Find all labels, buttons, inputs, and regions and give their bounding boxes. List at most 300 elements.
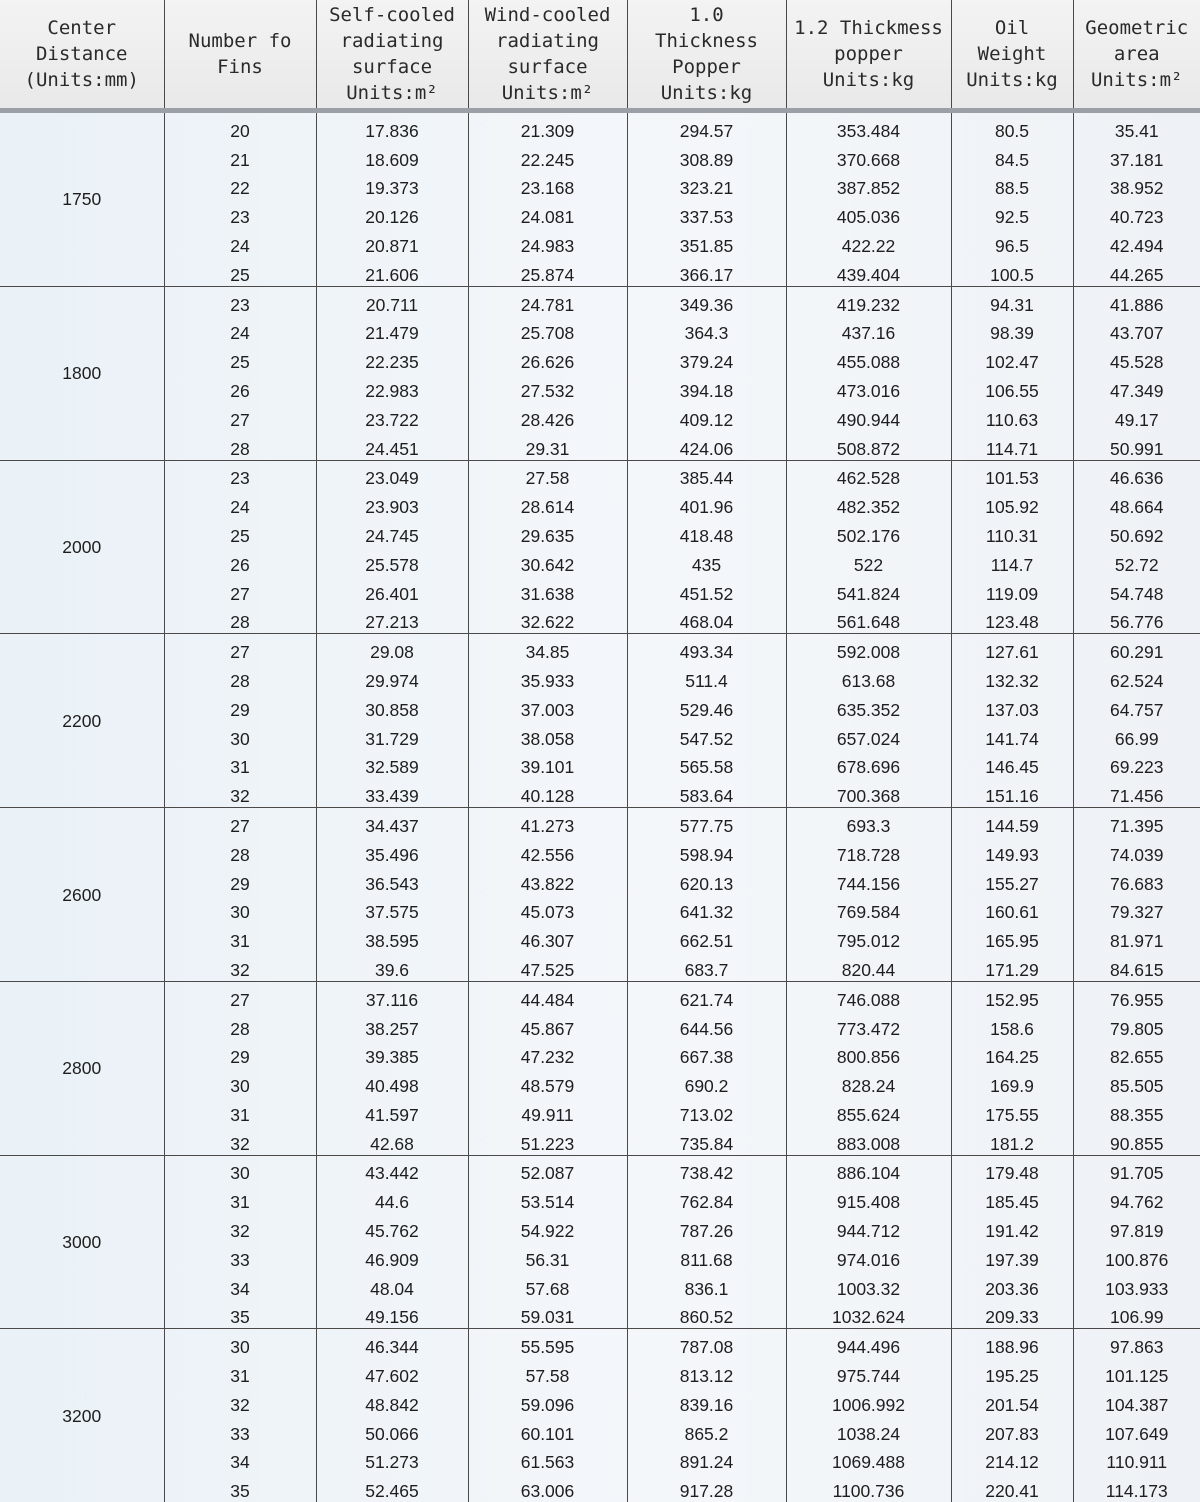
self-cooled-surface-cell: 44.6 — [316, 1184, 468, 1213]
geometric-area-cell: 60.291 — [1073, 634, 1200, 663]
oil-weight-cell: 84.5 — [951, 142, 1073, 171]
thickness-1-0-popper-cell: 435 — [627, 547, 786, 576]
number-of-fins-cell: 31 — [164, 1358, 316, 1387]
thickness-1-2-popper-cell: 502.176 — [786, 518, 951, 547]
header-1-2-thickness-popper: 1.2 Thickmess popper Units:kg — [786, 0, 951, 111]
number-of-fins-cell: 30 — [164, 721, 316, 750]
thickness-1-2-popper-cell: 422.22 — [786, 228, 951, 257]
table-row — [0, 1242, 1200, 1271]
oil-weight-cell: 110.31 — [951, 518, 1073, 547]
geometric-area-cell: 38.952 — [1073, 171, 1200, 200]
oil-weight-cell: 127.61 — [951, 634, 1073, 663]
oil-weight-cell: 207.83 — [951, 1416, 1073, 1445]
self-cooled-surface-cell: 36.543 — [316, 866, 468, 895]
self-cooled-surface-cell: 24.451 — [316, 431, 468, 460]
oil-weight-cell: 151.16 — [951, 778, 1073, 807]
oil-weight-cell: 203.36 — [951, 1271, 1073, 1300]
oil-weight-cell: 110.63 — [951, 402, 1073, 431]
table-row — [0, 316, 1200, 345]
table-row — [0, 199, 1200, 228]
thickness-1-0-popper-cell: 860.52 — [627, 1300, 786, 1329]
oil-weight-cell: 98.39 — [951, 316, 1073, 345]
geometric-area-cell: 66.99 — [1073, 721, 1200, 750]
wind-cooled-surface-cell: 32.622 — [468, 605, 627, 634]
oil-weight-cell: 101.53 — [951, 460, 1073, 489]
wind-cooled-surface-cell: 57.58 — [468, 1358, 627, 1387]
center-distance-cell: 3200 — [0, 1329, 164, 1502]
oil-weight-cell: 171.29 — [951, 952, 1073, 981]
table-row — [0, 257, 1200, 286]
center-distance-cell: 2000 — [0, 460, 164, 634]
thickness-1-0-popper-cell: 468.04 — [627, 605, 786, 634]
self-cooled-surface-cell: 48.842 — [316, 1387, 468, 1416]
oil-weight-cell: 195.25 — [951, 1358, 1073, 1387]
geometric-area-cell: 84.615 — [1073, 952, 1200, 981]
thickness-1-0-popper-cell: 839.16 — [627, 1387, 786, 1416]
thickness-1-2-popper-cell: 439.404 — [786, 257, 951, 286]
number-of-fins-cell: 27 — [164, 808, 316, 837]
thickness-1-2-popper-cell: 700.368 — [786, 778, 951, 807]
wind-cooled-surface-cell: 60.101 — [468, 1416, 627, 1445]
thickness-1-2-popper-cell: 678.696 — [786, 750, 951, 779]
self-cooled-surface-cell: 25.578 — [316, 547, 468, 576]
header-geometric-area: Geometric area Units:m² — [1073, 0, 1200, 111]
oil-weight-cell: 214.12 — [951, 1445, 1073, 1474]
oil-weight-cell: 220.41 — [951, 1473, 1073, 1502]
number-of-fins-cell: 30 — [164, 1068, 316, 1097]
thickness-1-2-popper-cell: 975.744 — [786, 1358, 951, 1387]
oil-weight-cell: 100.5 — [951, 257, 1073, 286]
thickness-1-2-popper-cell: 482.352 — [786, 489, 951, 518]
thickness-1-2-popper-cell: 490.944 — [786, 402, 951, 431]
geometric-area-cell: 82.655 — [1073, 1040, 1200, 1069]
self-cooled-surface-cell: 33.439 — [316, 778, 468, 807]
oil-weight-cell: 96.5 — [951, 228, 1073, 257]
self-cooled-surface-cell: 29.08 — [316, 634, 468, 663]
number-of-fins-cell: 26 — [164, 547, 316, 576]
thickness-1-0-popper-cell: 385.44 — [627, 460, 786, 489]
wind-cooled-surface-cell: 47.525 — [468, 952, 627, 981]
thickness-1-0-popper-cell: 787.08 — [627, 1329, 786, 1358]
number-of-fins-cell: 31 — [164, 923, 316, 952]
geometric-area-cell: 44.265 — [1073, 257, 1200, 286]
geometric-area-cell: 56.776 — [1073, 605, 1200, 634]
table-row — [0, 1040, 1200, 1069]
thickness-1-0-popper-cell: 583.64 — [627, 778, 786, 807]
table-row — [0, 286, 1200, 315]
self-cooled-surface-cell: 23.049 — [316, 460, 468, 489]
oil-weight-cell: 175.55 — [951, 1097, 1073, 1126]
wind-cooled-surface-cell: 34.85 — [468, 634, 627, 663]
thickness-1-2-popper-cell: 769.584 — [786, 895, 951, 924]
table-row — [0, 1445, 1200, 1474]
geometric-area-cell: 48.664 — [1073, 489, 1200, 518]
number-of-fins-cell: 29 — [164, 1040, 316, 1069]
geometric-area-cell: 97.819 — [1073, 1213, 1200, 1242]
oil-weight-cell: 141.74 — [951, 721, 1073, 750]
thickness-1-2-popper-cell: 886.104 — [786, 1155, 951, 1184]
wind-cooled-surface-cell: 47.232 — [468, 1040, 627, 1069]
table-row — [0, 431, 1200, 460]
oil-weight-cell: 114.7 — [951, 547, 1073, 576]
table-row — [0, 1184, 1200, 1213]
geometric-area-cell: 107.649 — [1073, 1416, 1200, 1445]
number-of-fins-cell: 28 — [164, 431, 316, 460]
geometric-area-cell: 47.349 — [1073, 373, 1200, 402]
thickness-1-0-popper-cell: 735.84 — [627, 1126, 786, 1155]
oil-weight-cell: 152.95 — [951, 981, 1073, 1010]
self-cooled-surface-cell: 41.597 — [316, 1097, 468, 1126]
number-of-fins-cell: 23 — [164, 286, 316, 315]
geometric-area-cell: 49.17 — [1073, 402, 1200, 431]
thickness-1-0-popper-cell: 294.57 — [627, 111, 786, 142]
center-distance-cell: 2200 — [0, 634, 164, 808]
wind-cooled-surface-cell: 31.638 — [468, 576, 627, 605]
number-of-fins-cell: 22 — [164, 171, 316, 200]
wind-cooled-surface-cell: 27.532 — [468, 373, 627, 402]
table-row — [0, 1473, 1200, 1502]
number-of-fins-cell: 27 — [164, 634, 316, 663]
number-of-fins-cell: 32 — [164, 1126, 316, 1155]
thickness-1-2-popper-cell: 370.668 — [786, 142, 951, 171]
thickness-1-0-popper-cell: 493.34 — [627, 634, 786, 663]
wind-cooled-surface-cell: 52.087 — [468, 1155, 627, 1184]
thickness-1-2-popper-cell: 1006.992 — [786, 1387, 951, 1416]
thickness-1-0-popper-cell: 511.4 — [627, 663, 786, 692]
geometric-area-cell: 74.039 — [1073, 837, 1200, 866]
number-of-fins-cell: 34 — [164, 1445, 316, 1474]
wind-cooled-surface-cell: 59.096 — [468, 1387, 627, 1416]
wind-cooled-surface-cell: 29.31 — [468, 431, 627, 460]
table-row — [0, 373, 1200, 402]
number-of-fins-cell: 32 — [164, 1213, 316, 1242]
wind-cooled-surface-cell: 55.595 — [468, 1329, 627, 1358]
table-row — [0, 778, 1200, 807]
table-row — [0, 663, 1200, 692]
self-cooled-surface-cell: 37.575 — [316, 895, 468, 924]
thickness-1-0-popper-cell: 323.21 — [627, 171, 786, 200]
oil-weight-cell: 94.31 — [951, 286, 1073, 315]
table-row — [0, 605, 1200, 634]
geometric-area-cell: 40.723 — [1073, 199, 1200, 228]
number-of-fins-cell: 27 — [164, 981, 316, 1010]
self-cooled-surface-cell: 52.465 — [316, 1473, 468, 1502]
oil-weight-cell: 201.54 — [951, 1387, 1073, 1416]
wind-cooled-surface-cell: 30.642 — [468, 547, 627, 576]
number-of-fins-cell: 34 — [164, 1271, 316, 1300]
geometric-area-cell: 103.933 — [1073, 1271, 1200, 1300]
number-of-fins-cell: 30 — [164, 1155, 316, 1184]
self-cooled-surface-cell: 50.066 — [316, 1416, 468, 1445]
thickness-1-0-popper-cell: 865.2 — [627, 1416, 786, 1445]
self-cooled-surface-cell: 24.745 — [316, 518, 468, 547]
number-of-fins-cell: 32 — [164, 1387, 316, 1416]
thickness-1-0-popper-cell: 813.12 — [627, 1358, 786, 1387]
wind-cooled-surface-cell: 39.101 — [468, 750, 627, 779]
geometric-area-cell: 64.757 — [1073, 692, 1200, 721]
header-wind-cooled-surface: Wind-cooled radiating surface Units:m² — [468, 0, 627, 111]
geometric-area-cell: 69.223 — [1073, 750, 1200, 779]
header-self-cooled-surface: Self-cooled radiating surface Units:m² — [316, 0, 468, 111]
self-cooled-surface-cell: 30.858 — [316, 692, 468, 721]
center-distance-cell: 1800 — [0, 286, 164, 460]
geometric-area-cell: 50.692 — [1073, 518, 1200, 547]
oil-weight-cell: 149.93 — [951, 837, 1073, 866]
wind-cooled-surface-cell: 51.223 — [468, 1126, 627, 1155]
number-of-fins-cell: 30 — [164, 895, 316, 924]
table-row — [0, 837, 1200, 866]
number-of-fins-cell: 28 — [164, 605, 316, 634]
thickness-1-0-popper-cell: 308.89 — [627, 142, 786, 171]
wind-cooled-surface-cell: 23.168 — [468, 171, 627, 200]
thickness-1-0-popper-cell: 713.02 — [627, 1097, 786, 1126]
table-row — [0, 634, 1200, 663]
thickness-1-2-popper-cell: 405.036 — [786, 199, 951, 228]
oil-weight-cell: 209.33 — [951, 1300, 1073, 1329]
geometric-area-cell: 100.876 — [1073, 1242, 1200, 1271]
table-header — [0, 0, 1200, 111]
thickness-1-2-popper-cell: 693.3 — [786, 808, 951, 837]
table-row — [0, 171, 1200, 200]
geometric-area-cell: 46.636 — [1073, 460, 1200, 489]
table-row — [0, 518, 1200, 547]
self-cooled-surface-cell: 26.401 — [316, 576, 468, 605]
oil-weight-cell: 185.45 — [951, 1184, 1073, 1213]
self-cooled-surface-cell: 46.909 — [316, 1242, 468, 1271]
thickness-1-2-popper-cell: 455.088 — [786, 344, 951, 373]
thickness-1-2-popper-cell: 419.232 — [786, 286, 951, 315]
number-of-fins-cell: 31 — [164, 1184, 316, 1213]
geometric-area-cell: 79.327 — [1073, 895, 1200, 924]
header-center-distance: Center Distance (Units:mm) — [0, 0, 164, 111]
thickness-1-0-popper-cell: 418.48 — [627, 518, 786, 547]
thickness-1-0-popper-cell: 621.74 — [627, 981, 786, 1010]
thickness-1-2-popper-cell: 944.496 — [786, 1329, 951, 1358]
thickness-1-2-popper-cell: 915.408 — [786, 1184, 951, 1213]
wind-cooled-surface-cell: 35.933 — [468, 663, 627, 692]
wind-cooled-surface-cell: 40.128 — [468, 778, 627, 807]
self-cooled-surface-cell: 43.442 — [316, 1155, 468, 1184]
header-row — [0, 0, 1200, 111]
self-cooled-surface-cell: 38.595 — [316, 923, 468, 952]
thickness-1-2-popper-cell: 746.088 — [786, 981, 951, 1010]
self-cooled-surface-cell: 42.68 — [316, 1126, 468, 1155]
wind-cooled-surface-cell: 27.58 — [468, 460, 627, 489]
thickness-1-2-popper-cell: 541.824 — [786, 576, 951, 605]
thickness-1-2-popper-cell: 613.68 — [786, 663, 951, 692]
table-row — [0, 1011, 1200, 1040]
number-of-fins-cell: 27 — [164, 576, 316, 605]
table-row — [0, 923, 1200, 952]
self-cooled-surface-cell: 45.762 — [316, 1213, 468, 1242]
thickness-1-0-popper-cell: 349.36 — [627, 286, 786, 315]
wind-cooled-surface-cell: 24.081 — [468, 199, 627, 228]
self-cooled-surface-cell: 23.722 — [316, 402, 468, 431]
wind-cooled-surface-cell: 56.31 — [468, 1242, 627, 1271]
thickness-1-0-popper-cell: 379.24 — [627, 344, 786, 373]
thickness-1-2-popper-cell: 462.528 — [786, 460, 951, 489]
thickness-1-0-popper-cell: 762.84 — [627, 1184, 786, 1213]
geometric-area-cell: 37.181 — [1073, 142, 1200, 171]
oil-weight-cell: 197.39 — [951, 1242, 1073, 1271]
table-row — [0, 1300, 1200, 1329]
wind-cooled-surface-cell: 49.911 — [468, 1097, 627, 1126]
self-cooled-surface-cell: 37.116 — [316, 981, 468, 1010]
self-cooled-surface-cell: 22.235 — [316, 344, 468, 373]
self-cooled-surface-cell: 40.498 — [316, 1068, 468, 1097]
number-of-fins-cell: 25 — [164, 257, 316, 286]
number-of-fins-cell: 24 — [164, 316, 316, 345]
number-of-fins-cell: 32 — [164, 778, 316, 807]
table-row — [0, 142, 1200, 171]
self-cooled-surface-cell: 21.606 — [316, 257, 468, 286]
table-row — [0, 866, 1200, 895]
oil-weight-cell: 132.32 — [951, 663, 1073, 692]
center-distance-cell: 2800 — [0, 981, 164, 1155]
geometric-area-cell: 41.886 — [1073, 286, 1200, 315]
oil-weight-cell: 169.9 — [951, 1068, 1073, 1097]
number-of-fins-cell: 31 — [164, 1097, 316, 1126]
thickness-1-0-popper-cell: 547.52 — [627, 721, 786, 750]
geometric-area-cell: 79.805 — [1073, 1011, 1200, 1040]
thickness-1-2-popper-cell: 473.016 — [786, 373, 951, 402]
number-of-fins-cell: 28 — [164, 663, 316, 692]
wind-cooled-surface-cell: 44.484 — [468, 981, 627, 1010]
thickness-1-0-popper-cell: 364.3 — [627, 316, 786, 345]
wind-cooled-surface-cell: 63.006 — [468, 1473, 627, 1502]
self-cooled-surface-cell: 27.213 — [316, 605, 468, 634]
thickness-1-0-popper-cell: 424.06 — [627, 431, 786, 460]
geometric-area-cell: 50.991 — [1073, 431, 1200, 460]
geometric-area-cell: 42.494 — [1073, 228, 1200, 257]
table-row — [0, 1097, 1200, 1126]
table-row — [0, 576, 1200, 605]
wind-cooled-surface-cell: 41.273 — [468, 808, 627, 837]
geometric-area-cell: 45.528 — [1073, 344, 1200, 373]
self-cooled-surface-cell: 39.6 — [316, 952, 468, 981]
thickness-1-2-popper-cell: 855.624 — [786, 1097, 951, 1126]
table-row — [0, 1126, 1200, 1155]
wind-cooled-surface-cell: 61.563 — [468, 1445, 627, 1474]
self-cooled-surface-cell: 29.974 — [316, 663, 468, 692]
number-of-fins-cell: 33 — [164, 1416, 316, 1445]
wind-cooled-surface-cell: 42.556 — [468, 837, 627, 866]
thickness-1-0-popper-cell: 787.26 — [627, 1213, 786, 1242]
geometric-area-cell: 43.707 — [1073, 316, 1200, 345]
thickness-1-2-popper-cell: 1003.32 — [786, 1271, 951, 1300]
table-row — [0, 1068, 1200, 1097]
geometric-area-cell: 71.456 — [1073, 778, 1200, 807]
wind-cooled-surface-cell: 59.031 — [468, 1300, 627, 1329]
self-cooled-surface-cell: 23.903 — [316, 489, 468, 518]
self-cooled-surface-cell: 31.729 — [316, 721, 468, 750]
table-body — [0, 111, 1200, 1502]
oil-weight-cell: 165.95 — [951, 923, 1073, 952]
thickness-1-0-popper-cell: 917.28 — [627, 1473, 786, 1502]
geometric-area-cell: 52.72 — [1073, 547, 1200, 576]
oil-weight-cell: 181.2 — [951, 1126, 1073, 1155]
number-of-fins-cell: 31 — [164, 750, 316, 779]
wind-cooled-surface-cell: 46.307 — [468, 923, 627, 952]
table-row — [0, 460, 1200, 489]
oil-weight-cell: 105.92 — [951, 489, 1073, 518]
thickness-1-2-popper-cell: 1038.24 — [786, 1416, 951, 1445]
geometric-area-cell: 85.505 — [1073, 1068, 1200, 1097]
table-row — [0, 1329, 1200, 1358]
oil-weight-cell: 137.03 — [951, 692, 1073, 721]
thickness-1-0-popper-cell: 598.94 — [627, 837, 786, 866]
geometric-area-cell: 62.524 — [1073, 663, 1200, 692]
self-cooled-surface-cell: 19.373 — [316, 171, 468, 200]
thickness-1-2-popper-cell: 561.648 — [786, 605, 951, 634]
thickness-1-0-popper-cell: 565.58 — [627, 750, 786, 779]
thickness-1-0-popper-cell: 738.42 — [627, 1155, 786, 1184]
thickness-1-2-popper-cell: 883.008 — [786, 1126, 951, 1155]
wind-cooled-surface-cell: 45.073 — [468, 895, 627, 924]
oil-weight-cell: 191.42 — [951, 1213, 1073, 1242]
table-row — [0, 547, 1200, 576]
thickness-1-2-popper-cell: 1100.736 — [786, 1473, 951, 1502]
thickness-1-0-popper-cell: 811.68 — [627, 1242, 786, 1271]
oil-weight-cell: 102.47 — [951, 344, 1073, 373]
thickness-1-0-popper-cell: 644.56 — [627, 1011, 786, 1040]
oil-weight-cell: 114.71 — [951, 431, 1073, 460]
thickness-1-0-popper-cell: 683.7 — [627, 952, 786, 981]
table-row — [0, 1271, 1200, 1300]
thickness-1-2-popper-cell: 387.852 — [786, 171, 951, 200]
number-of-fins-cell: 29 — [164, 692, 316, 721]
table-row — [0, 750, 1200, 779]
wind-cooled-surface-cell: 48.579 — [468, 1068, 627, 1097]
thickness-1-2-popper-cell: 657.024 — [786, 721, 951, 750]
oil-weight-cell: 158.6 — [951, 1011, 1073, 1040]
center-distance-cell: 2600 — [0, 808, 164, 982]
number-of-fins-cell: 24 — [164, 228, 316, 257]
thickness-1-2-popper-cell: 828.24 — [786, 1068, 951, 1097]
wind-cooled-surface-cell: 25.708 — [468, 316, 627, 345]
self-cooled-surface-cell: 20.126 — [316, 199, 468, 228]
table-row — [0, 402, 1200, 431]
number-of-fins-cell: 28 — [164, 837, 316, 866]
table-row — [0, 952, 1200, 981]
geometric-area-cell: 71.395 — [1073, 808, 1200, 837]
wind-cooled-surface-cell: 24.983 — [468, 228, 627, 257]
oil-weight-cell: 155.27 — [951, 866, 1073, 895]
thickness-1-0-popper-cell: 337.53 — [627, 199, 786, 228]
thickness-1-2-popper-cell: 592.008 — [786, 634, 951, 663]
self-cooled-surface-cell: 20.711 — [316, 286, 468, 315]
geometric-area-cell: 54.748 — [1073, 576, 1200, 605]
geometric-area-cell: 97.863 — [1073, 1329, 1200, 1358]
thickness-1-0-popper-cell: 662.51 — [627, 923, 786, 952]
oil-weight-cell: 179.48 — [951, 1155, 1073, 1184]
table-row — [0, 489, 1200, 518]
wind-cooled-surface-cell: 24.781 — [468, 286, 627, 315]
self-cooled-surface-cell: 21.479 — [316, 316, 468, 345]
oil-weight-cell: 119.09 — [951, 576, 1073, 605]
number-of-fins-cell: 27 — [164, 402, 316, 431]
thickness-1-0-popper-cell: 577.75 — [627, 808, 786, 837]
number-of-fins-cell: 35 — [164, 1300, 316, 1329]
thickness-1-0-popper-cell: 667.38 — [627, 1040, 786, 1069]
center-distance-cell: 1750 — [0, 111, 164, 287]
geometric-area-cell: 91.705 — [1073, 1155, 1200, 1184]
wind-cooled-surface-cell: 22.245 — [468, 142, 627, 171]
self-cooled-surface-cell: 48.04 — [316, 1271, 468, 1300]
thickness-1-2-popper-cell: 773.472 — [786, 1011, 951, 1040]
oil-weight-cell: 146.45 — [951, 750, 1073, 779]
geometric-area-cell: 110.911 — [1073, 1445, 1200, 1474]
